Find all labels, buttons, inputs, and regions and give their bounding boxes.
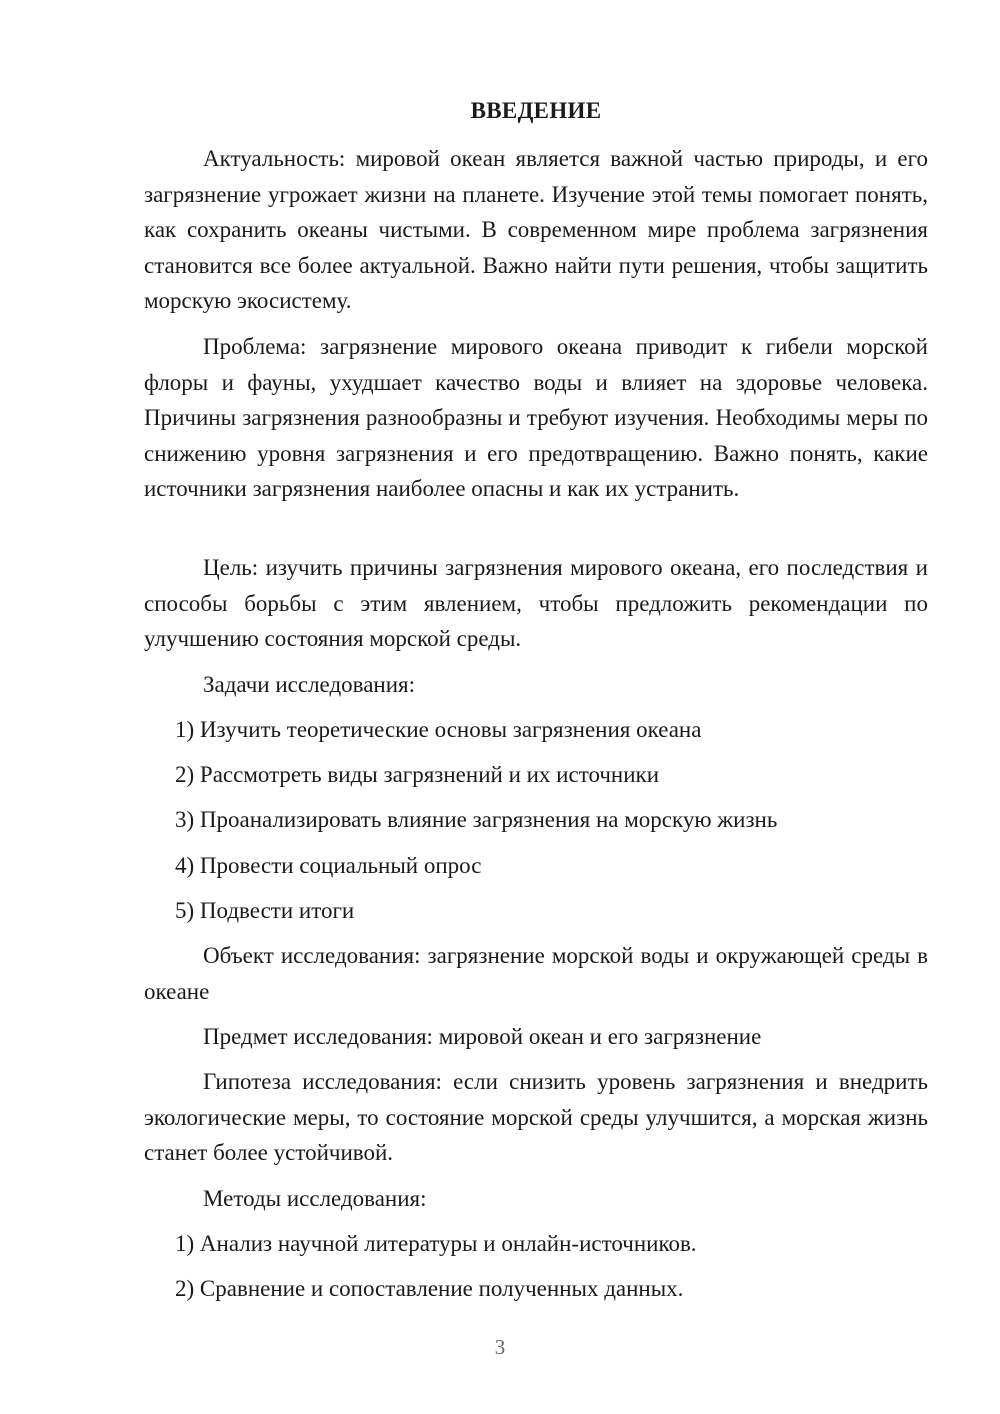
hypothesis-paragraph: Гипотеза исследования: если снизить уровень загрязнения и внедрить экологические меры, то состояние морской среды улучшится, а морская жизнь станет более устойчивой. xyxy=(144,1069,928,1165)
page-number: 3 xyxy=(494,1335,506,1359)
task-item: 2) Рассмотреть виды загрязнений и их источники xyxy=(175,762,660,787)
methods-title: Методы исследования: xyxy=(203,1186,427,1211)
task-item: 5) Подвести итоги xyxy=(175,898,355,923)
method-item: 2) Сравнение и сопоставление полученных данных. xyxy=(175,1276,684,1301)
task-item: 1) Изучить теоретические основы загрязнения океана xyxy=(175,717,702,742)
task-item: 4) Провести социальный опрос xyxy=(175,853,482,878)
tasks-title: Задачи исследования: xyxy=(203,672,416,697)
goal-paragraph: Цель: изучить причины загрязнения мирового океана, его последствия и способы борьбы с этим явлением, чтобы предложить рекомендации по улучшению состояния морской среды. xyxy=(144,555,928,651)
section-heading: ВВЕДЕНИЕ xyxy=(470,98,602,123)
subject-paragraph: Предмет исследования: мировой океан и его загрязнение xyxy=(203,1024,762,1049)
task-item: 3) Проанализировать влияние загрязнения на морскую жизнь xyxy=(175,807,778,832)
object-paragraph: Объект исследования: загрязнение морской воды и окружающей среды в океане xyxy=(144,943,928,1004)
problem-paragraph: Проблема: загрязнение мирового океана приводит к гибели морской флоры и фауны, ухудшает качество воды и влияет на здоровье человека. Причины загрязнения разнообразны и требуют изучения. Необходимы меры по снижению уровня загрязнения и его предотвращению. Важно понять, какие источники загрязнения наиболее опасны и как их устранить. xyxy=(144,334,928,501)
relevance-paragraph: Актуальность: мировой океан является важной частью природы, и его загрязнение угрожает жизни на планете. Изучение этой темы помогает понять, как сохранить океаны чистыми. В современном мире проблема загрязнения становится все более актуальной. Важно найти пути решения, чтобы защитить морскую экосистему. xyxy=(144,146,928,313)
method-item: 1) Анализ научной литературы и онлайн-источников. xyxy=(175,1231,697,1256)
